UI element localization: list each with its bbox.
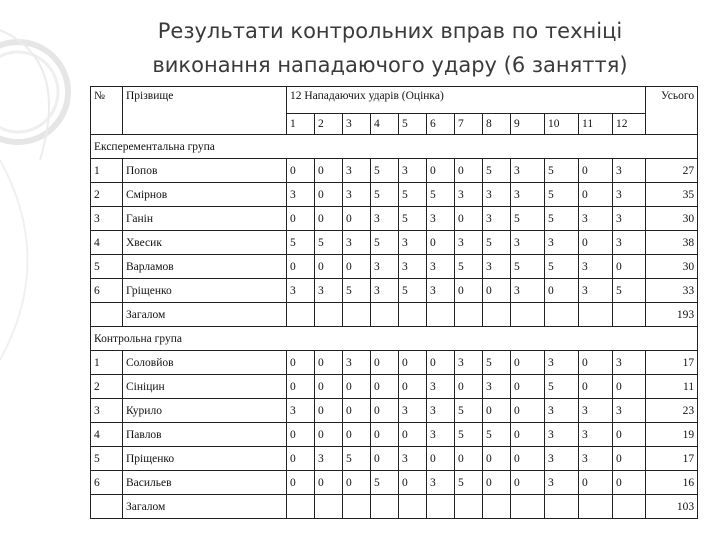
table-row bbox=[91, 399, 698, 423]
score-cell: 3 bbox=[455, 231, 483, 255]
score-cell: 0 bbox=[511, 471, 545, 495]
score-cell: 0 bbox=[455, 279, 483, 303]
score-cell: 0 bbox=[287, 375, 315, 399]
score-cell: 0 bbox=[287, 351, 315, 375]
row-number: 2 bbox=[91, 375, 123, 399]
score-cell: 5 bbox=[511, 207, 545, 231]
row-number: 4 bbox=[91, 231, 123, 255]
score-cell: 3 bbox=[371, 207, 399, 231]
score-cell: 5 bbox=[455, 423, 483, 447]
summary-empty-cell bbox=[371, 303, 399, 327]
score-cell: 5 bbox=[483, 423, 511, 447]
summary-empty-cell bbox=[579, 495, 613, 519]
row-total: 33 bbox=[646, 279, 698, 303]
score-cell: 3 bbox=[545, 231, 579, 255]
summary-empty-cell bbox=[455, 303, 483, 327]
score-cell: 5 bbox=[545, 375, 579, 399]
score-cell: 3 bbox=[483, 207, 511, 231]
summary-blank bbox=[91, 303, 123, 327]
score-cell: 0 bbox=[455, 447, 483, 471]
strike-number: 11 bbox=[579, 114, 613, 135]
row-number: 5 bbox=[91, 255, 123, 279]
title-line-1: Результати контрольних вправ по техніці bbox=[157, 19, 623, 43]
score-cell: 3 bbox=[511, 183, 545, 207]
score-cell: 3 bbox=[579, 207, 613, 231]
summary-label: Загалом bbox=[123, 495, 287, 519]
row-number: 1 bbox=[91, 159, 123, 183]
score-cell: 0 bbox=[287, 207, 315, 231]
strike-number: 5 bbox=[399, 114, 427, 135]
score-cell: 3 bbox=[371, 255, 399, 279]
score-cell: 0 bbox=[343, 423, 371, 447]
score-cell: 3 bbox=[427, 375, 455, 399]
score-cell: 3 bbox=[511, 159, 545, 183]
score-cell: 5 bbox=[371, 231, 399, 255]
row-total: 30 bbox=[646, 207, 698, 231]
score-cell: 3 bbox=[399, 399, 427, 423]
score-cell: 0 bbox=[287, 447, 315, 471]
score-cell: 0 bbox=[511, 423, 545, 447]
score-cell: 3 bbox=[511, 231, 545, 255]
athlete-name: Хвесик bbox=[123, 231, 287, 255]
score-cell: 0 bbox=[427, 231, 455, 255]
score-cell: 0 bbox=[315, 375, 343, 399]
score-cell: 5 bbox=[483, 159, 511, 183]
strike-number: 2 bbox=[315, 114, 343, 135]
summary-empty-cell bbox=[399, 495, 427, 519]
score-cell: 5 bbox=[287, 231, 315, 255]
score-cell: 5 bbox=[511, 255, 545, 279]
score-cell: 0 bbox=[545, 279, 579, 303]
score-cell: 3 bbox=[579, 279, 613, 303]
score-cell: 5 bbox=[545, 255, 579, 279]
summary-empty-cell bbox=[545, 303, 579, 327]
athlete-name: Васильев bbox=[123, 471, 287, 495]
score-cell: 3 bbox=[545, 471, 579, 495]
athlete-name: Гріщенко bbox=[123, 279, 287, 303]
score-cell: 3 bbox=[427, 279, 455, 303]
summary-empty-cell bbox=[371, 495, 399, 519]
experimental-group-header-row bbox=[91, 135, 698, 159]
score-cell: 0 bbox=[371, 399, 399, 423]
score-cell: 0 bbox=[287, 471, 315, 495]
score-cell: 3 bbox=[343, 183, 371, 207]
table-row bbox=[91, 351, 698, 375]
score-cell: 0 bbox=[579, 351, 613, 375]
summary-empty-cell bbox=[483, 303, 511, 327]
table-row bbox=[91, 447, 698, 471]
athlete-name: Павлов bbox=[123, 423, 287, 447]
score-cell: 0 bbox=[483, 471, 511, 495]
score-cell: 5 bbox=[545, 183, 579, 207]
experimental-group-label: Експерементальна група bbox=[91, 135, 698, 159]
score-cell: 3 bbox=[511, 279, 545, 303]
score-cell: 3 bbox=[545, 351, 579, 375]
summary-empty-cell bbox=[455, 495, 483, 519]
page-title bbox=[60, 14, 720, 82]
score-cell: 5 bbox=[455, 399, 483, 423]
table-row bbox=[91, 375, 698, 399]
control-group-label: Контрольна група bbox=[91, 327, 698, 351]
score-cell: 3 bbox=[455, 183, 483, 207]
score-cell: 3 bbox=[579, 255, 613, 279]
score-cell: 0 bbox=[399, 471, 427, 495]
control-summary-row bbox=[91, 495, 698, 519]
summary-blank bbox=[91, 495, 123, 519]
score-cell: 5 bbox=[315, 231, 343, 255]
row-total: 35 bbox=[646, 183, 698, 207]
score-cell: 3 bbox=[287, 399, 315, 423]
score-cell: 3 bbox=[483, 255, 511, 279]
summary-total: 193 bbox=[646, 303, 698, 327]
score-cell: 3 bbox=[455, 351, 483, 375]
control-group-header-row bbox=[91, 327, 698, 351]
score-cell: 5 bbox=[545, 207, 579, 231]
strike-number: 4 bbox=[371, 114, 399, 135]
row-total: 17 bbox=[646, 351, 698, 375]
score-cell: 0 bbox=[343, 399, 371, 423]
score-cell: 3 bbox=[545, 399, 579, 423]
header-strikes: 12 Нападаючих ударів (Оцінка) bbox=[287, 87, 646, 114]
score-cell: 5 bbox=[399, 207, 427, 231]
score-cell: 3 bbox=[315, 447, 343, 471]
score-cell: 0 bbox=[579, 375, 613, 399]
athlete-name: Ганін bbox=[123, 207, 287, 231]
score-cell: 3 bbox=[343, 159, 371, 183]
summary-empty-cell bbox=[545, 495, 579, 519]
row-number: 6 bbox=[91, 471, 123, 495]
strike-number: 1 bbox=[287, 114, 315, 135]
score-cell: 0 bbox=[315, 207, 343, 231]
score-cell: 3 bbox=[579, 399, 613, 423]
score-cell: 0 bbox=[427, 159, 455, 183]
header-row bbox=[91, 87, 698, 114]
score-cell: 3 bbox=[545, 423, 579, 447]
score-cell: 3 bbox=[613, 207, 646, 231]
title-line-2: виконання нападаючого удару (6 заняття) bbox=[152, 53, 628, 77]
table-row bbox=[91, 159, 698, 183]
summary-empty-cell bbox=[511, 303, 545, 327]
header-surname: Прізвище bbox=[123, 87, 287, 135]
score-cell: 0 bbox=[315, 471, 343, 495]
athlete-name: Соловйов bbox=[123, 351, 287, 375]
score-cell: 0 bbox=[315, 423, 343, 447]
score-cell: 0 bbox=[343, 471, 371, 495]
experimental-summary-row bbox=[91, 303, 698, 327]
score-cell: 3 bbox=[399, 447, 427, 471]
score-cell: 5 bbox=[483, 231, 511, 255]
summary-total: 103 bbox=[646, 495, 698, 519]
row-number: 5 bbox=[91, 447, 123, 471]
row-total: 23 bbox=[646, 399, 698, 423]
table-row bbox=[91, 279, 698, 303]
score-cell: 0 bbox=[613, 255, 646, 279]
score-cell: 3 bbox=[427, 255, 455, 279]
score-cell: 0 bbox=[579, 231, 613, 255]
score-cell: 3 bbox=[613, 159, 646, 183]
score-cell: 3 bbox=[427, 207, 455, 231]
score-cell: 0 bbox=[483, 399, 511, 423]
athlete-name: Варламов bbox=[123, 255, 287, 279]
score-cell: 5 bbox=[371, 471, 399, 495]
score-cell: 5 bbox=[371, 159, 399, 183]
score-cell: 5 bbox=[483, 351, 511, 375]
row-total: 27 bbox=[646, 159, 698, 183]
score-cell: 3 bbox=[287, 279, 315, 303]
table-row bbox=[91, 255, 698, 279]
strike-number: 12 bbox=[613, 114, 646, 135]
score-cell: 3 bbox=[613, 399, 646, 423]
strike-number: 9 bbox=[511, 114, 545, 135]
score-cell: 3 bbox=[315, 279, 343, 303]
score-cell: 0 bbox=[343, 207, 371, 231]
summary-empty-cell bbox=[483, 495, 511, 519]
score-cell: 5 bbox=[455, 471, 483, 495]
score-cell: 3 bbox=[427, 471, 455, 495]
score-cell: 5 bbox=[427, 183, 455, 207]
row-number: 2 bbox=[91, 183, 123, 207]
score-cell: 3 bbox=[399, 231, 427, 255]
strike-number: 7 bbox=[455, 114, 483, 135]
score-cell: 5 bbox=[399, 279, 427, 303]
summary-empty-cell bbox=[613, 495, 646, 519]
row-total: 16 bbox=[646, 471, 698, 495]
score-cell: 0 bbox=[511, 399, 545, 423]
score-cell: 0 bbox=[343, 375, 371, 399]
row-number: 6 bbox=[91, 279, 123, 303]
summary-empty-cell bbox=[579, 303, 613, 327]
score-cell: 3 bbox=[613, 231, 646, 255]
score-cell: 5 bbox=[613, 279, 646, 303]
score-cell: 3 bbox=[287, 183, 315, 207]
score-cell: 5 bbox=[343, 279, 371, 303]
table-row bbox=[91, 183, 698, 207]
summary-empty-cell bbox=[315, 495, 343, 519]
header-total: Усього bbox=[646, 87, 698, 135]
summary-empty-cell bbox=[613, 303, 646, 327]
row-total: 38 bbox=[646, 231, 698, 255]
athlete-name: Сініцин bbox=[123, 375, 287, 399]
score-cell: 5 bbox=[399, 183, 427, 207]
score-cell: 5 bbox=[545, 159, 579, 183]
score-cell: 0 bbox=[343, 255, 371, 279]
score-cell: 3 bbox=[371, 279, 399, 303]
score-cell: 3 bbox=[483, 183, 511, 207]
row-number: 4 bbox=[91, 423, 123, 447]
strike-number: 3 bbox=[343, 114, 371, 135]
results-table bbox=[90, 86, 698, 519]
score-cell: 0 bbox=[579, 183, 613, 207]
score-cell: 3 bbox=[545, 447, 579, 471]
score-cell: 0 bbox=[287, 423, 315, 447]
summary-empty-cell bbox=[343, 495, 371, 519]
score-cell: 3 bbox=[613, 183, 646, 207]
row-number: 3 bbox=[91, 207, 123, 231]
summary-empty-cell bbox=[427, 495, 455, 519]
table-row bbox=[91, 207, 698, 231]
score-cell: 0 bbox=[371, 447, 399, 471]
score-cell: 0 bbox=[315, 159, 343, 183]
summary-empty-cell bbox=[511, 495, 545, 519]
athlete-name: Смірнов bbox=[123, 183, 287, 207]
row-total: 30 bbox=[646, 255, 698, 279]
table-row bbox=[91, 231, 698, 255]
score-cell: 0 bbox=[371, 351, 399, 375]
score-cell: 0 bbox=[511, 375, 545, 399]
summary-empty-cell bbox=[315, 303, 343, 327]
score-cell: 0 bbox=[455, 159, 483, 183]
summary-empty-cell bbox=[343, 303, 371, 327]
score-cell: 3 bbox=[613, 351, 646, 375]
score-cell: 0 bbox=[287, 255, 315, 279]
row-total: 19 bbox=[646, 423, 698, 447]
score-cell: 0 bbox=[315, 183, 343, 207]
score-cell: 0 bbox=[315, 351, 343, 375]
score-cell: 0 bbox=[427, 351, 455, 375]
row-total: 17 bbox=[646, 447, 698, 471]
score-cell: 3 bbox=[579, 423, 613, 447]
score-cell: 0 bbox=[511, 351, 545, 375]
score-cell: 0 bbox=[579, 471, 613, 495]
score-cell: 0 bbox=[483, 279, 511, 303]
table-row bbox=[91, 471, 698, 495]
score-cell: 0 bbox=[483, 447, 511, 471]
score-cell: 0 bbox=[371, 375, 399, 399]
athlete-name: Курило bbox=[123, 399, 287, 423]
score-cell: 0 bbox=[613, 447, 646, 471]
score-cell: 3 bbox=[427, 423, 455, 447]
score-cell: 0 bbox=[287, 159, 315, 183]
score-cell: 3 bbox=[483, 375, 511, 399]
header-no: № bbox=[91, 87, 123, 135]
score-cell: 3 bbox=[343, 231, 371, 255]
summary-empty-cell bbox=[287, 495, 315, 519]
summary-empty-cell bbox=[399, 303, 427, 327]
score-cell: 0 bbox=[315, 399, 343, 423]
score-cell: 3 bbox=[427, 399, 455, 423]
summary-label: Загалом bbox=[123, 303, 287, 327]
score-cell: 0 bbox=[455, 375, 483, 399]
row-number: 3 bbox=[91, 399, 123, 423]
score-cell: 0 bbox=[579, 159, 613, 183]
strike-number: 6 bbox=[427, 114, 455, 135]
athlete-name: Пріщенко bbox=[123, 447, 287, 471]
table-row bbox=[91, 423, 698, 447]
score-cell: 0 bbox=[315, 255, 343, 279]
athlete-name: Попов bbox=[123, 159, 287, 183]
score-cell: 0 bbox=[613, 471, 646, 495]
summary-empty-cell bbox=[287, 303, 315, 327]
score-cell: 0 bbox=[455, 207, 483, 231]
score-cell: 0 bbox=[613, 423, 646, 447]
score-cell: 0 bbox=[427, 447, 455, 471]
score-cell: 0 bbox=[511, 447, 545, 471]
score-cell: 3 bbox=[343, 351, 371, 375]
score-cell: 5 bbox=[343, 447, 371, 471]
row-number: 1 bbox=[91, 351, 123, 375]
score-cell: 0 bbox=[399, 423, 427, 447]
score-cell: 3 bbox=[579, 447, 613, 471]
score-cell: 3 bbox=[399, 255, 427, 279]
score-cell: 5 bbox=[371, 183, 399, 207]
score-cell: 0 bbox=[613, 375, 646, 399]
summary-empty-cell bbox=[427, 303, 455, 327]
score-cell: 5 bbox=[455, 255, 483, 279]
strike-number: 8 bbox=[483, 114, 511, 135]
row-total: 11 bbox=[646, 375, 698, 399]
strike-number: 10 bbox=[545, 114, 579, 135]
score-cell: 0 bbox=[371, 423, 399, 447]
score-cell: 0 bbox=[399, 375, 427, 399]
score-cell: 3 bbox=[399, 159, 427, 183]
score-cell: 0 bbox=[399, 351, 427, 375]
